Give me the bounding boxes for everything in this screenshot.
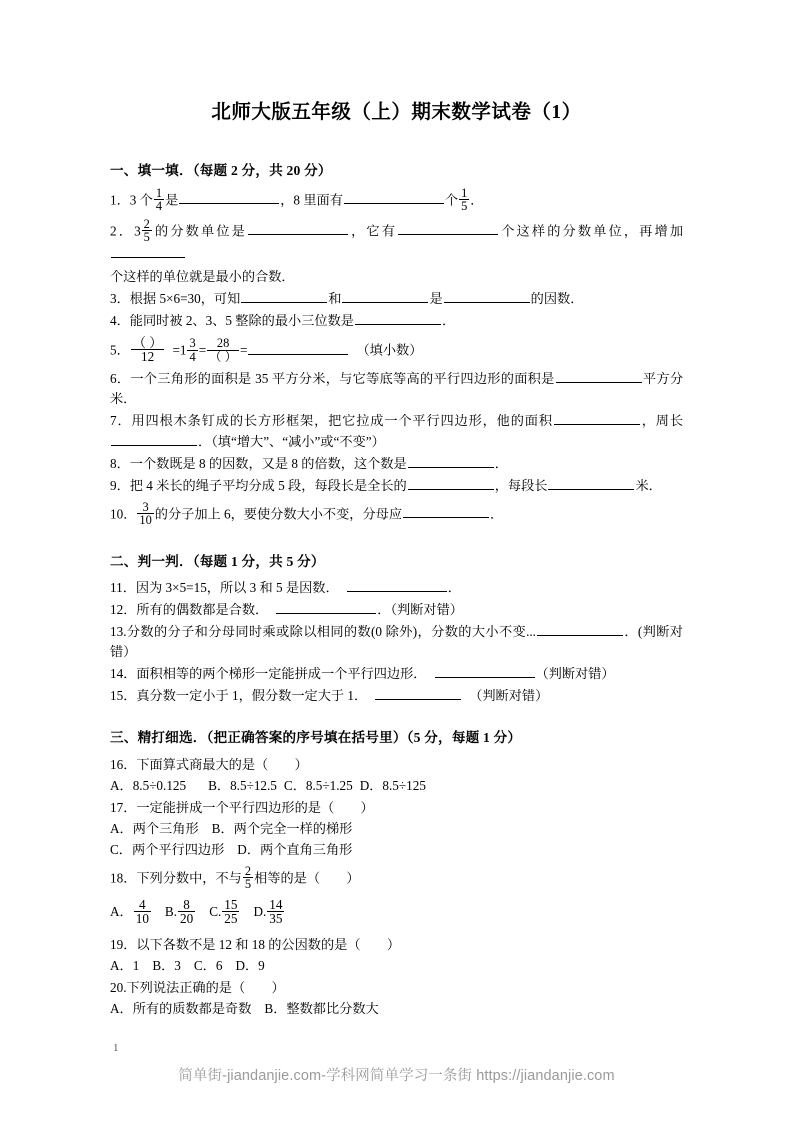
option-c[interactable] (209, 896, 240, 927)
question-8-number: 8． (110, 455, 130, 471)
fraction-1-4: $\frac{1}{4}$ (155, 185, 163, 214)
fraction-2-5: $\frac{2}{5}$ (143, 216, 150, 244)
question-2-text-b: ，它有 (348, 223, 398, 239)
question-17-number: 17． (110, 799, 137, 815)
answer-blank[interactable] (111, 432, 197, 446)
fraction-14-35: $\frac{14}{35}$ (269, 896, 283, 927)
option-a[interactable]: A．所有的质数都是奇数 (110, 1001, 252, 1017)
question-1-text-d: 个 (444, 192, 459, 208)
option-a-label: A． (110, 904, 133, 920)
answer-blank[interactable] (179, 190, 279, 204)
question-2-text-a: 的分数单位是 (152, 223, 247, 239)
question-20-stem: 下列说法正确的是（ ） (126, 980, 285, 996)
question-2-number: 2． (110, 223, 135, 239)
question-13 (110, 620, 683, 662)
question-4-text-a: 能同时被 2、3、5 整除的最小三位数是 (129, 312, 354, 328)
question-9-number: 9． (110, 477, 130, 493)
question-19 (110, 929, 683, 955)
fraction-4-10: $\frac{4}{10}$ (135, 896, 149, 927)
question-3-text-d: 的因数． (530, 290, 584, 306)
answer-blank[interactable] (444, 289, 530, 303)
option-b[interactable]: B．8.5÷12.5 (208, 777, 277, 793)
option-b[interactable]: B．整数都比分数大 (264, 1001, 379, 1017)
footer-watermark: 简单街-jiandanjie.com-学科网简单学习一条街 https://jiandanjie.com (178, 1068, 615, 1084)
fraction-8-20: $\frac{8}{20}$ (180, 896, 194, 927)
question-4-number: 4． (110, 312, 130, 328)
question-17-options-row-1 (110, 818, 683, 839)
question-17-options-row-2 (110, 839, 683, 860)
question-1-text-b: 是 (165, 192, 179, 208)
question-15-number: 15． (110, 688, 137, 704)
option-a[interactable]: A．两个三角形 (110, 820, 199, 836)
question-7 (110, 409, 683, 451)
section-heading-true-false: 二、判一判．（每题 1 分，共 5 分） (110, 553, 325, 569)
question-17 (110, 796, 683, 818)
question-5-note: （填小数） (356, 342, 423, 358)
question-9-text-c: 米． (635, 477, 662, 493)
answer-blank[interactable] (375, 686, 461, 700)
option-b-label: B. (164, 904, 177, 920)
answer-blank[interactable] (248, 221, 348, 235)
answer-blank[interactable] (537, 622, 623, 636)
question-19-stem: 以下各数不是 12 和 18 的公因数的是（ ） (136, 937, 401, 953)
question-5-eq2: = (198, 342, 207, 358)
question-20 (110, 976, 683, 998)
question-14-text-b: （判断对错） (535, 666, 615, 682)
option-d[interactable]: D．两个直角三角形 (237, 841, 353, 857)
question-14 (110, 662, 683, 684)
option-c-label: C. (209, 904, 222, 920)
option-a[interactable] (110, 896, 152, 927)
question-9-text-b: ，每段长 (494, 477, 548, 493)
question-1-text-e: ． (470, 192, 484, 208)
question-19-options (110, 955, 683, 976)
answer-blank[interactable] (548, 476, 634, 490)
question-20-number: 20. (110, 980, 127, 996)
question-20-options (110, 998, 683, 1019)
question-15-text-b: （判断对错） (469, 688, 549, 704)
answer-blank[interactable] (241, 289, 327, 303)
question-11-text-b: ． (447, 579, 461, 595)
question-14-text-a: 面积相等的两个梯形一定能拼成一个平行四边形． (136, 666, 427, 682)
answer-blank[interactable] (342, 289, 428, 303)
question-3-text-c: 是 (429, 290, 443, 306)
answer-blank[interactable] (408, 476, 494, 490)
question-18-options (110, 891, 683, 929)
question-16-options (110, 775, 683, 796)
question-10-text-a: 的分子加上 6，要使分数大小不变，分母应 (154, 506, 403, 522)
page-title: 北师大版五年级（上）期末数学试卷（1） (211, 102, 582, 123)
answer-blank[interactable] (248, 341, 348, 355)
question-8-text-a: 一个数既是 8 的因数，又是 8 的倍数，这个数是 (129, 455, 407, 471)
answer-blank[interactable] (408, 454, 494, 468)
question-1-number: 1． (110, 192, 130, 208)
option-b[interactable] (164, 896, 196, 927)
answer-blank[interactable] (398, 221, 498, 235)
question-16-number: 16． (110, 756, 137, 772)
option-c[interactable]: C．两个平行四边形 (110, 841, 225, 857)
question-18-number: 18． (110, 870, 137, 886)
question-18-stem-b: 相等的是（ ） (254, 870, 360, 886)
question-7-text-a: 用四根木条钉成的长方形框架，把它拉成一个平行四边形，他的面积 (131, 413, 553, 429)
answer-blank[interactable] (111, 244, 185, 258)
question-9-text-a: 把 4 米长的绳子平均分成 5 段，每段长是全长的 (129, 477, 407, 493)
fraction-1-5: $\frac{1}{5}$ (461, 185, 468, 214)
question-6-text-a: 一个三角形的面积是 35 平方分米，与它等底等高的平行四边形的面积是 (130, 371, 555, 387)
question-5-eq1: =1 (172, 342, 187, 358)
question-1-text-c: ，8 里面有 (280, 192, 343, 208)
question-11-text-a: 因为 3×5=15，所以 3 和 5 是因数． (135, 579, 339, 595)
option-d[interactable]: D．9 (235, 958, 265, 974)
question-12-text-a: 所有的偶数都是合数． (136, 602, 269, 617)
answer-blank[interactable] (276, 600, 376, 614)
question-7-text-c: ．（填“增大”、“减小”或“不变”） (198, 433, 385, 449)
answer-blank[interactable] (556, 369, 642, 383)
option-a[interactable]: A．8.5÷0.125 (110, 777, 187, 793)
question-2-lead: 3 (134, 223, 141, 239)
answer-blank[interactable] (435, 664, 535, 678)
question-2-continuation: 个这样的单位就是最小的合数． (110, 268, 295, 284)
option-c[interactable]: C．6 (193, 958, 223, 974)
question-1-text-a: 3 个 (129, 192, 153, 208)
option-d-label: D. (253, 904, 267, 920)
question-3 (110, 287, 683, 309)
question-7-number: 7． (110, 413, 132, 429)
answer-blank[interactable] (355, 311, 441, 325)
question-2 (110, 213, 683, 265)
question-15 (110, 684, 683, 706)
question-5 (110, 331, 683, 363)
question-13-text-b: ．(判断对错） (110, 624, 683, 660)
question-13-text-a: 分数的分子和分母同时乘或除以相同的数(0 除外)，分数的大小不变... (126, 624, 536, 640)
question-17-stem: 一定能拼成一个平行四边形的是（ ） (136, 799, 374, 815)
question-11-number: 11． (110, 579, 136, 595)
option-d[interactable]: D．8.5÷125 (359, 777, 426, 793)
fraction-3-10: $\frac{3}{10}$ (139, 499, 152, 528)
answer-blank[interactable] (554, 412, 640, 426)
question-18-stem-a: 下列分数中，不与 (136, 870, 242, 886)
question-3-text-b: 和 (328, 290, 342, 306)
question-6-number: 6． (110, 371, 131, 387)
question-6 (110, 363, 683, 409)
question-10-number: 10． (110, 506, 137, 522)
fraction-2-5: $\frac{2}{5}$ (244, 864, 252, 892)
question-8 (110, 452, 683, 474)
question-4-text-b: ． (441, 312, 456, 328)
section-heading-fill-in: 一、填一填．（每题 2 分，共 20 分） (110, 163, 332, 179)
question-9 (110, 474, 683, 496)
question-16-stem: 下面算式商最大的是（ ） (136, 756, 308, 772)
question-1 (110, 182, 683, 213)
question-11 (110, 572, 683, 598)
question-7-text-b: ，周长 (640, 413, 684, 429)
question-18 (110, 860, 683, 891)
option-d[interactable] (253, 896, 285, 927)
question-4 (110, 309, 683, 331)
question-12-text-b: ．（判断对错） (377, 602, 463, 617)
question-3-text-a: 根据 5×6=30，可知 (129, 290, 241, 306)
fraction-15-25: $\frac{15}{25}$ (224, 896, 238, 927)
question-12-number: 12． (110, 602, 137, 617)
question-12 (110, 598, 683, 620)
option-b[interactable]: B．两个完全一样的梯形 (211, 820, 353, 836)
section-heading-multiple-choice: 三、精打细选．（把正确答案的序号填在括号里）（5 分，每题 1 分） (110, 730, 522, 746)
question-5-number: 5． (110, 342, 130, 358)
option-c[interactable]: C．8.5÷1.25 (283, 777, 353, 793)
question-6-text-b: 平方分米． (110, 371, 684, 407)
answer-blank[interactable] (344, 190, 444, 204)
question-15-text-a: 真分数一定小于 1，假分数一定大于 1． (136, 688, 368, 704)
question-3-number: 3． (110, 290, 130, 306)
fraction-28-over-blank: $\frac{28}{( )}$ (209, 336, 238, 364)
fraction-3-4: $\frac{3}{4}$ (189, 336, 196, 364)
page-number: 1 (113, 1042, 119, 1054)
question-10 (110, 496, 683, 527)
question-14-number: 14． (110, 666, 137, 682)
answer-blank[interactable] (403, 504, 489, 518)
option-a[interactable]: A．1 (110, 958, 140, 974)
question-2-text-c: 个这样的分数单位，再增加 (499, 223, 684, 239)
question-19-number: 19． (110, 937, 137, 953)
question-8-text-b: ． (494, 455, 508, 471)
fraction-blank-over-12: $\frac{( )}{12}$ (132, 334, 163, 365)
option-b[interactable]: B．3 (152, 958, 181, 974)
answer-blank[interactable] (347, 578, 447, 592)
question-16 (110, 749, 683, 775)
question-10-text-b: ． (490, 506, 504, 522)
question-13-number: 13. (110, 624, 127, 640)
question-5-eq3: = (240, 342, 248, 358)
